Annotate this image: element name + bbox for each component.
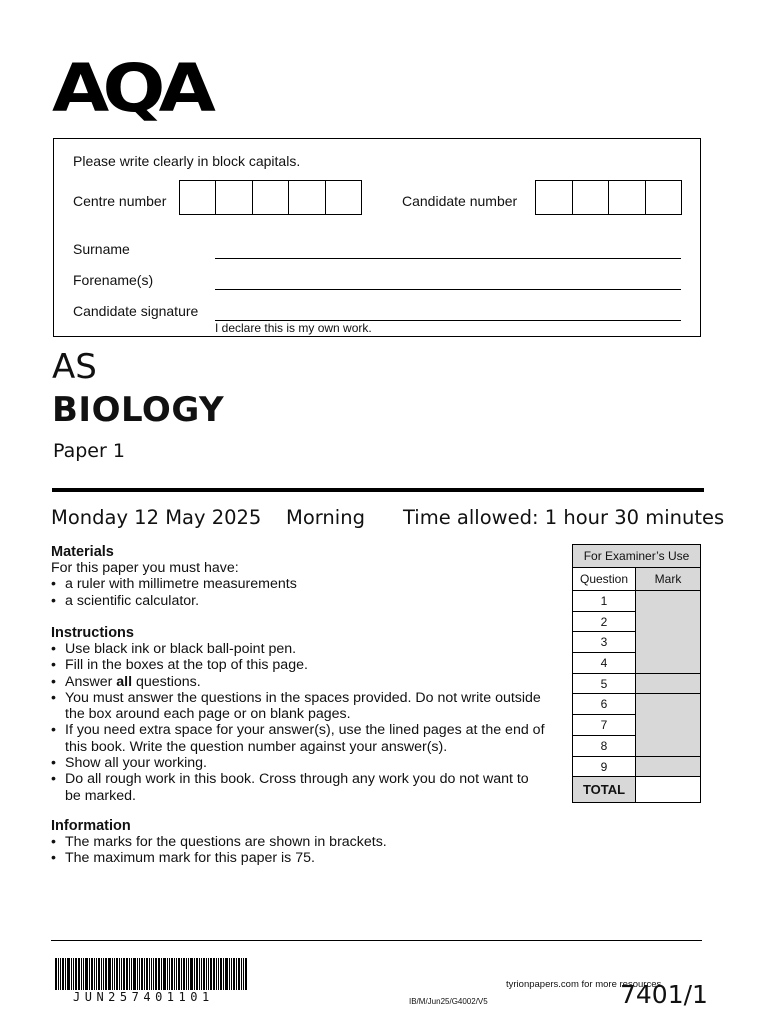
forename-field[interactable] [215,289,681,290]
mark-column-header: Mark [636,568,700,590]
information-item: • The marks for the questions are shown in brackets. [51,834,551,850]
candidate-number-label: Candidate number [402,193,518,209]
website-note: tyrionpapers.com for more resources [506,979,662,990]
instruction-item: • Fill in the boxes at the top of this page. [51,657,551,673]
question-column-header: Question [573,568,636,590]
table-row [573,632,700,653]
table-row [573,715,700,736]
barcode [55,958,301,990]
exam-session: Morning [286,506,365,529]
question-number: 4 [573,653,636,674]
instructions-section [51,625,551,804]
answer-word: Answer [65,673,113,690]
signature-label: Candidate signature [73,303,199,319]
table-row [573,757,700,778]
mark-cell [636,694,700,715]
question-number: 6 [573,694,636,715]
examiner-table-column-headers [573,568,700,591]
materials-intro: For this paper you must have: [51,560,239,576]
instruction-item: • Do all rough work in this book. Cross through any work you do not want to be marked. [51,771,551,804]
mark-cell [636,674,700,695]
declaration-text: I declare this is my own work. [215,321,372,335]
block-capitals-instruction: Please write clearly in block capitals. [73,153,301,169]
table-row [573,674,700,695]
surname-label: Surname [73,241,130,257]
instruction-item: • You must answer the questions in the spaces provided. Do not write outside the box around each page or on blank pages. [51,690,551,723]
candidate-details-box [53,138,701,337]
question-number: 2 [573,612,636,633]
table-row [573,653,700,674]
paper-code: 7401/1 [620,980,708,1009]
instruction-item: • Show all your working. [51,755,551,771]
table-row [573,736,700,757]
mark-cell [636,736,700,757]
time-allowed: Time allowed: 1 hour 30 minutes [403,506,725,529]
question-number: 8 [573,736,636,757]
paper-title: Paper 1 [53,440,125,462]
instructions-heading: Instructions [51,625,134,641]
questions-word: questions. [136,673,201,690]
instruction-item: • If you need extra space for your answer(s), use the lined pages at the end of this book. Write the question number against your answer(s). [51,722,551,755]
all-emphasis: all [116,673,133,690]
document-reference: IB/M/Jun25/G4002/V5 [409,997,488,1006]
mark-cell [636,632,700,653]
examiner-table-heading: For Examiner’s Use [573,545,700,568]
mark-cell [636,612,700,633]
materials-item: • a scientific calculator. [51,593,551,609]
mark-cell [636,715,700,736]
candidate-number-boxes[interactable] [535,180,682,215]
total-row [573,777,700,802]
materials-section [51,544,551,609]
question-number: 7 [573,715,636,736]
mark-cell [636,757,700,778]
forename-label: Forename(s) [73,272,154,288]
title-divider [52,488,704,492]
instruction-item [51,674,551,690]
aqa-logo: AQA [52,50,210,127]
table-row [573,694,700,715]
instruction-item: • Use black ink or black ball-point pen. [51,641,551,657]
table-row [573,612,700,633]
footer-divider [51,940,702,941]
question-number: 1 [573,591,636,612]
qualification-level: AS [52,347,97,387]
table-row [573,591,700,612]
question-number: 3 [573,632,636,653]
question-number: 9 [573,757,636,778]
information-section [51,818,551,867]
centre-number-label: Centre number [73,193,167,209]
subject-title: BIOLOGY [52,390,225,430]
examiner-use-table [572,544,701,803]
information-heading: Information [51,818,131,834]
total-mark-cell [636,777,700,802]
materials-heading: Materials [51,544,114,560]
exam-date: Monday 12 May 2025 [51,506,262,529]
barcode-text: JUN257401101 [73,990,214,1004]
centre-number-boxes[interactable] [179,180,362,215]
total-label: TOTAL [573,777,636,802]
materials-item: • a ruler with millimetre measurements [51,576,551,592]
mark-cell [636,653,700,674]
mark-cell [636,591,700,612]
information-item: • The maximum mark for this paper is 75. [51,850,551,866]
question-number: 5 [573,674,636,695]
surname-field[interactable] [215,258,681,259]
